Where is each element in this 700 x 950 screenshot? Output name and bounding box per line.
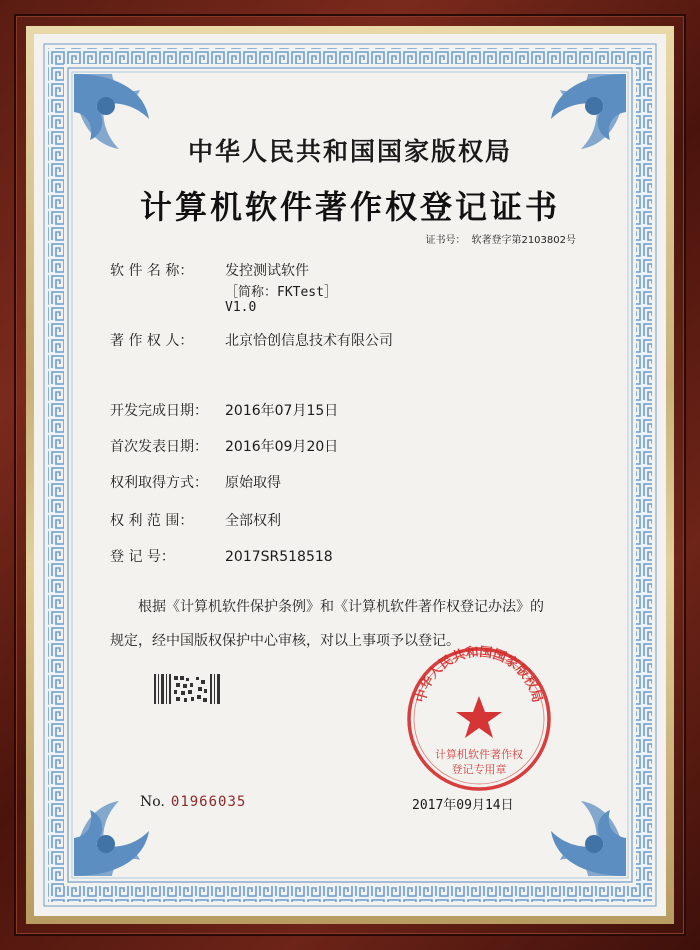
issue-date: 2017年09月14日 — [412, 798, 514, 813]
software-short-name: ［简称：FKTest］ — [225, 285, 337, 300]
software-name-row — [110, 260, 309, 280]
scope-label: 权 利 范 围： — [110, 513, 194, 529]
official-seal — [404, 644, 554, 794]
seal-inner-line-2: 登记专用章 — [451, 763, 507, 776]
software-name-value: 发控测试软件 — [225, 263, 309, 279]
pub-date-label: 首次发表日期： — [110, 439, 208, 455]
owner-row — [110, 330, 393, 350]
reg-no-label: 登 记 号： — [110, 549, 175, 565]
certificate-content — [34, 34, 666, 916]
certificate-number-value: 软著登字第2103802号 — [471, 235, 576, 246]
barcode-image — [154, 674, 220, 704]
certificate-number — [419, 231, 576, 246]
dev-date-value: 2016年07月15日 — [225, 403, 339, 419]
owner-value: 北京恰创信息技术有限公司 — [225, 333, 393, 349]
dev-date-row — [110, 400, 338, 420]
certificate-number-label: 证书号： — [425, 235, 466, 246]
svg-text:中华人民共和国国家版权局 — [413, 644, 545, 704]
serial-value: 01966035 — [170, 794, 247, 810]
serial-number — [140, 794, 246, 810]
statement-line-2: 规定，经中国版权保护中心审核，对以上事项予以登记。 — [110, 633, 460, 649]
statement-line-1: 根据《计算机软件保护条例》和《计算机软件著作权登记办法》的 — [138, 599, 544, 615]
pub-date-value: 2016年09月20日 — [225, 439, 339, 455]
scope-row — [110, 510, 281, 530]
reg-no-value: 2017SR518518 — [225, 549, 333, 565]
seal-ring-text: 中华人民共和国国家版权局 — [413, 644, 545, 705]
seal-star-icon — [456, 696, 502, 738]
certificate-paper — [34, 34, 666, 916]
pub-date-row — [110, 436, 338, 456]
certificate-title: 计算机软件著作权登记证书 — [139, 188, 560, 226]
software-name-label: 软 件 名 称： — [110, 263, 194, 279]
acquire-value: 原始取得 — [225, 475, 281, 491]
reg-no-row — [110, 546, 333, 566]
software-version: V1.0 — [225, 300, 257, 315]
dev-date-label: 开发完成日期： — [110, 403, 208, 419]
owner-label: 著 作 权 人： — [110, 333, 194, 349]
acquire-row — [110, 472, 281, 492]
scope-value: 全部权利 — [225, 513, 281, 529]
seal-inner-line-1: 计算机软件著作权 — [435, 748, 523, 761]
issuing-authority: 中华人民共和国国家版权局 — [187, 137, 512, 166]
serial-label: No. — [140, 794, 165, 810]
acquire-label: 权利取得方式： — [110, 475, 208, 491]
